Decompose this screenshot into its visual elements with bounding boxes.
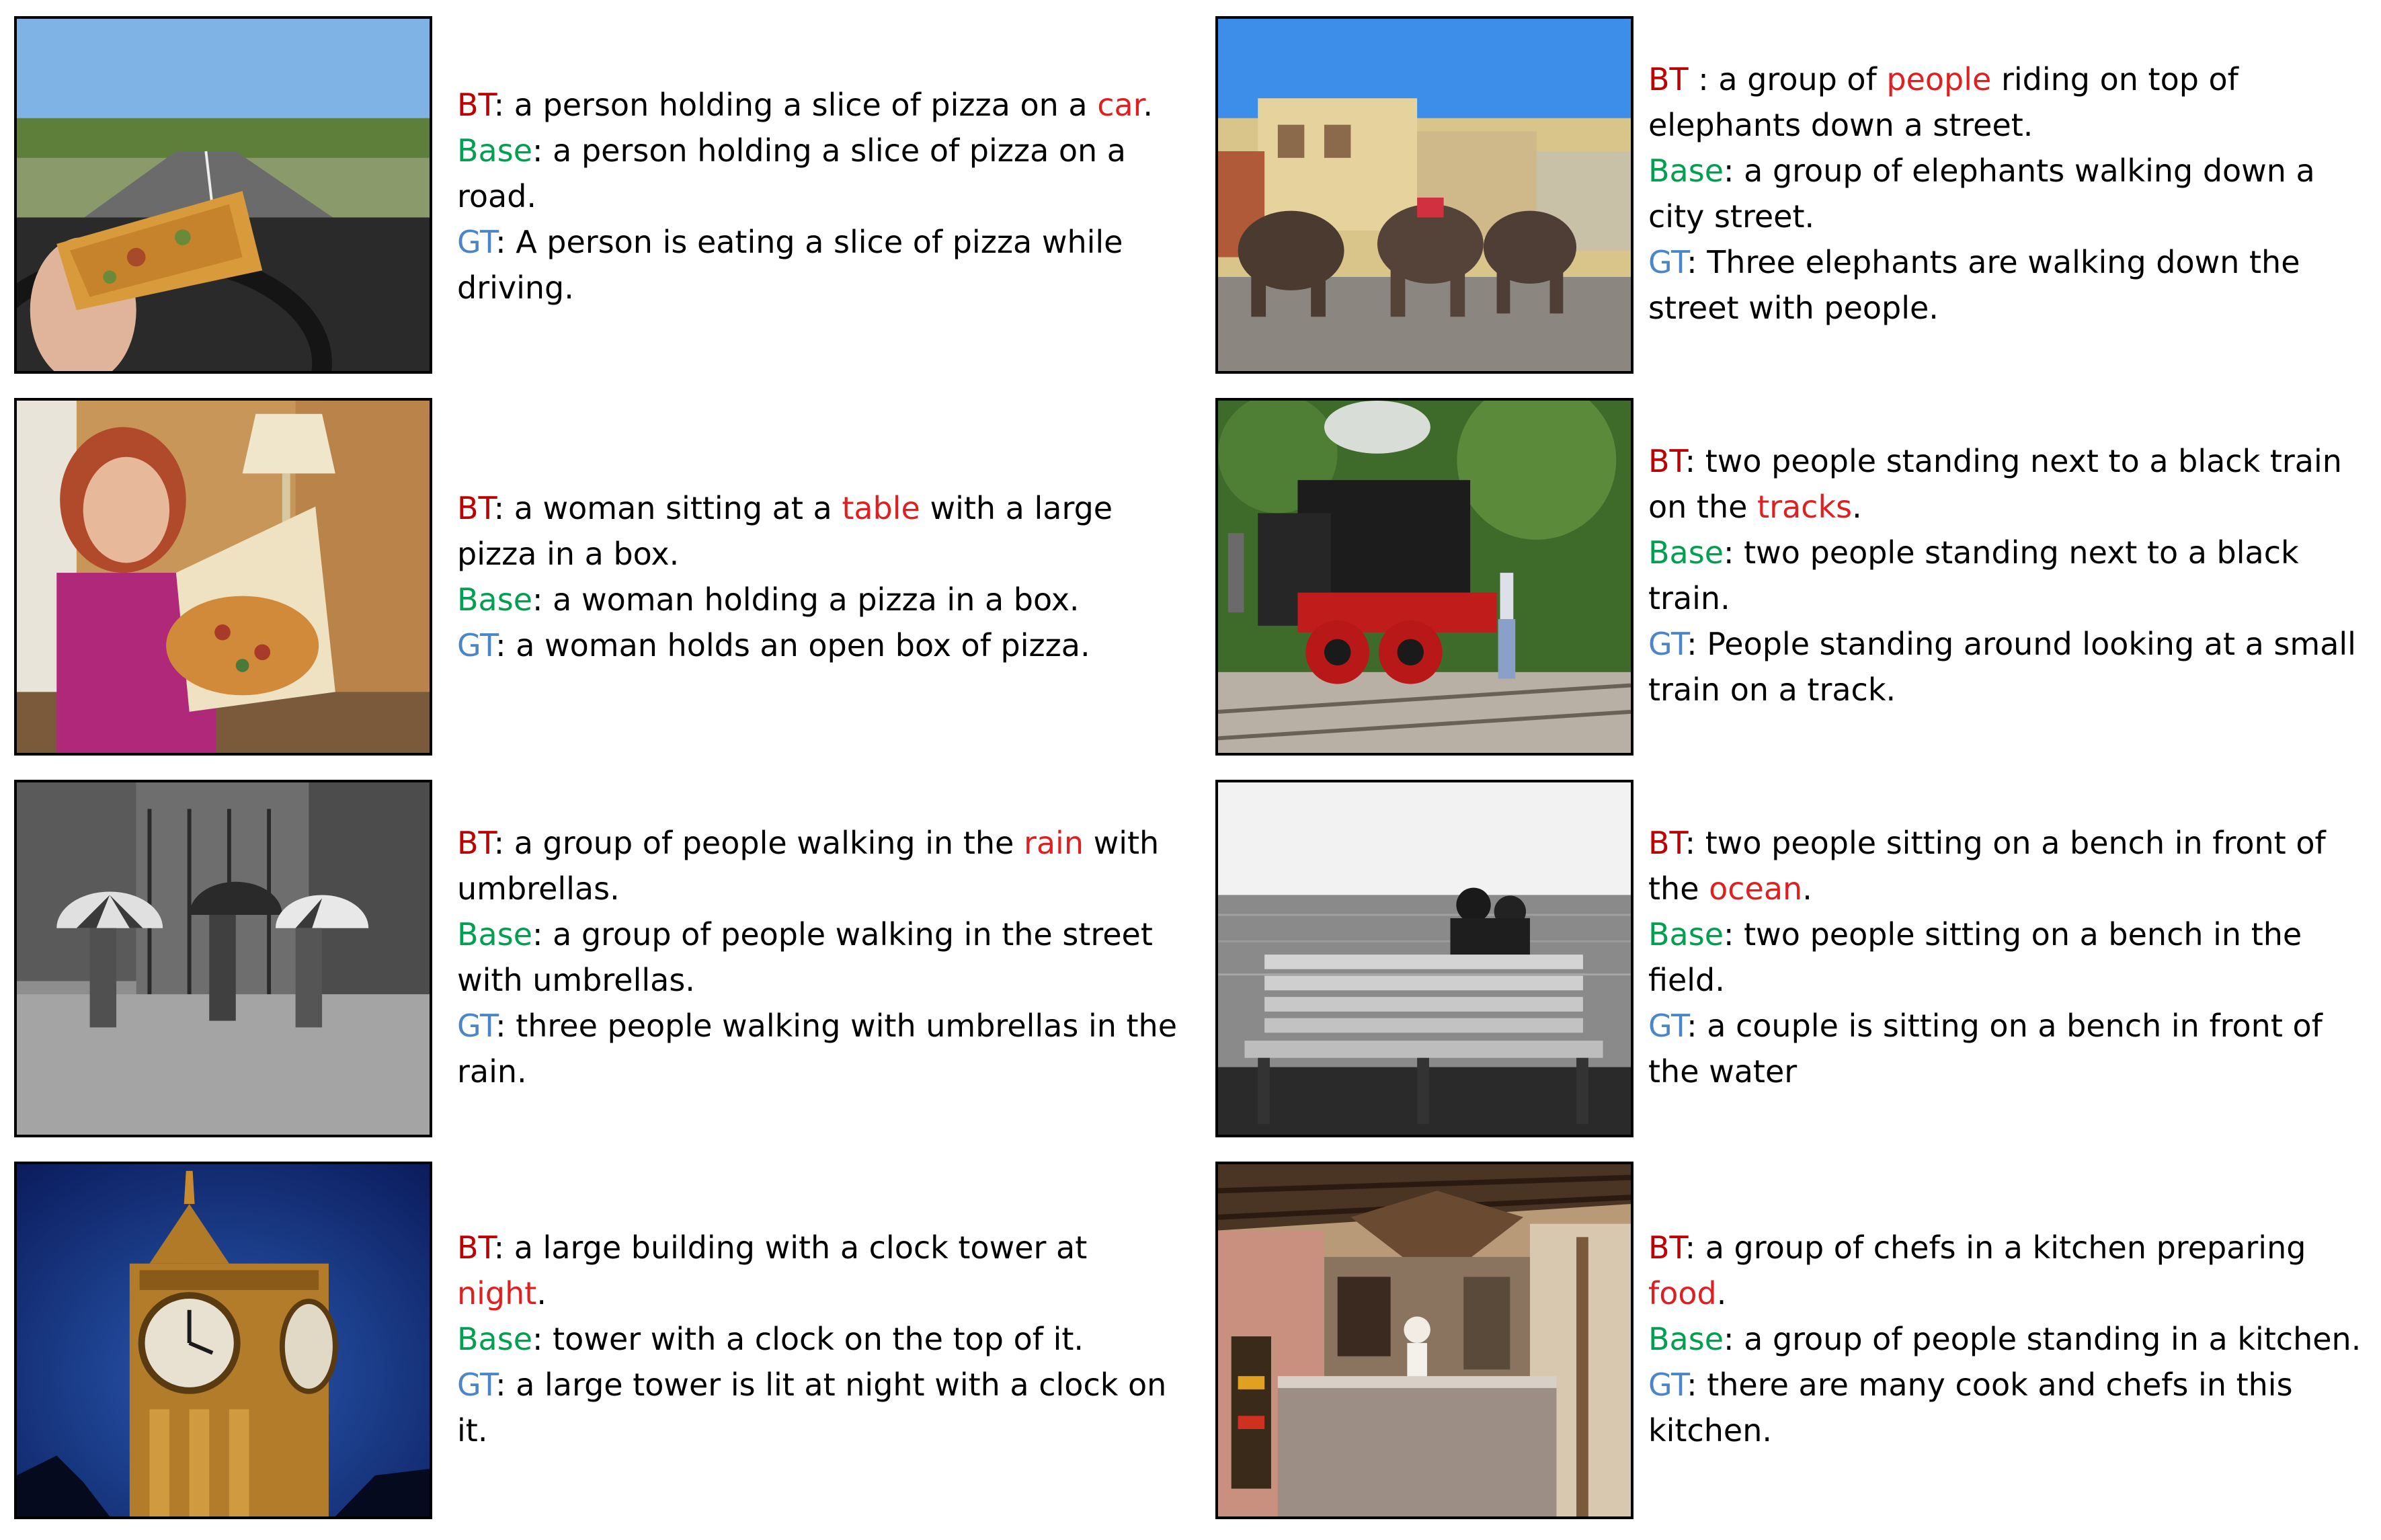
base-caption: Base: a group of elephants walking down a city street. <box>1648 153 2315 235</box>
bt-label: BT <box>1648 61 1689 97</box>
base-label: Base <box>457 132 533 169</box>
gt-caption: GT: there are many cook and chefs in this kitchen. <box>1648 1367 2293 1449</box>
highlighted-word: people <box>1886 61 1992 97</box>
highlighted-word: food <box>1648 1275 1717 1311</box>
gt-caption: GT: A person is eating a slice of pizza while driving. <box>457 224 1123 306</box>
bt-caption: BT: a group of chefs in a kitchen preparing food. <box>1648 1229 2306 1311</box>
steam-train-photo <box>1215 398 1633 756</box>
base-label: Base <box>1648 916 1724 953</box>
bt-label: BT <box>1648 443 1685 479</box>
caption-elephants-street <box>1648 56 2374 331</box>
highlighted-word: car <box>1097 87 1143 123</box>
highlighted-word: ocean <box>1709 870 1803 907</box>
bt-label: BT <box>457 490 494 526</box>
gt-label: GT <box>457 627 496 663</box>
gt-label: GT <box>1648 244 1687 280</box>
caption-umbrellas-rain <box>457 820 1183 1094</box>
base-caption: Base: tower with a clock on the top of it. <box>457 1321 1084 1357</box>
umbrellas-rain-photo <box>14 780 432 1137</box>
caption-woman-pizza-box <box>457 485 1183 668</box>
bt-caption: BT: a large building with a clock tower at night. <box>457 1229 1088 1311</box>
base-label: Base <box>457 916 533 953</box>
gt-label: GT <box>457 1008 496 1044</box>
bt-label: BT <box>457 87 494 123</box>
bt-caption: BT: two people standing next to a black train on the tracks. <box>1648 443 2342 525</box>
woman-pizza-box-photo <box>14 398 432 756</box>
base-label: Base <box>1648 534 1724 571</box>
bt-caption: BT: a group of people walking in the rain with umbrellas. <box>457 825 1160 907</box>
bt-label: BT <box>457 825 494 861</box>
highlighted-word: rain <box>1023 825 1084 861</box>
base-label: Base <box>457 1321 533 1357</box>
pizza-in-car-photo <box>14 16 432 374</box>
caption-clock-tower-night <box>457 1225 1183 1453</box>
kitchen-chefs-photo <box>1215 1162 1633 1519</box>
base-caption: Base: a group of people walking in the street with umbrellas. <box>457 916 1153 998</box>
bt-caption: BT: a woman sitting at a table with a large pizza in a box. <box>457 490 1113 572</box>
highlighted-word: tracks <box>1757 489 1853 525</box>
base-caption: Base: a woman holding a pizza in a box. <box>457 581 1080 618</box>
gt-caption: GT: three people walking with umbrellas in the rain. <box>457 1008 1177 1090</box>
gt-caption: GT: a woman holds an open box of pizza. <box>457 627 1090 663</box>
bt-caption: BT: a person holding a slice of pizza on a car. <box>457 87 1153 123</box>
highlighted-word: table <box>842 490 920 526</box>
bt-caption: BT : a group of people riding on top of elephants down a street. <box>1648 61 2238 143</box>
base-caption: Base: two people sitting on a bench in the field. <box>1648 916 2302 998</box>
bench-ocean-photo <box>1215 780 1633 1137</box>
caption-pizza-in-car <box>457 82 1183 311</box>
caption-bench-ocean <box>1648 820 2374 1094</box>
gt-caption: GT: People standing around looking at a small train on a track. <box>1648 626 2356 708</box>
gt-caption: GT: a couple is sitting on a bench in front of the water <box>1648 1008 2323 1090</box>
bt-label: BT <box>1648 825 1685 861</box>
highlighted-word: night <box>457 1275 537 1311</box>
elephants-street-photo <box>1215 16 1633 374</box>
base-label: Base <box>1648 153 1724 189</box>
gt-caption: GT: a large tower is lit at night with a clock on it. <box>457 1367 1167 1449</box>
gt-label: GT <box>457 224 496 260</box>
base-caption: Base: a group of people standing in a kitchen. <box>1648 1321 2362 1357</box>
base-caption: Base: a person holding a slice of pizza on a road. <box>457 132 1126 214</box>
gt-label: GT <box>1648 1008 1687 1044</box>
bt-caption: BT: two people sitting on a bench in front of the ocean. <box>1648 825 2326 907</box>
bt-label: BT <box>457 1229 494 1266</box>
bt-label: BT <box>1648 1229 1685 1266</box>
gt-label: GT <box>457 1367 496 1403</box>
base-label: Base <box>1648 1321 1724 1357</box>
gt-caption: GT: Three elephants are walking down the street with people. <box>1648 244 2300 326</box>
base-label: Base <box>457 581 533 618</box>
gt-label: GT <box>1648 626 1687 662</box>
caption-kitchen-chefs <box>1648 1225 2374 1453</box>
caption-steam-train <box>1648 438 2374 713</box>
gt-label: GT <box>1648 1367 1687 1403</box>
clock-tower-night-photo <box>14 1162 432 1519</box>
base-caption: Base: two people standing next to a black train. <box>1648 534 2299 616</box>
